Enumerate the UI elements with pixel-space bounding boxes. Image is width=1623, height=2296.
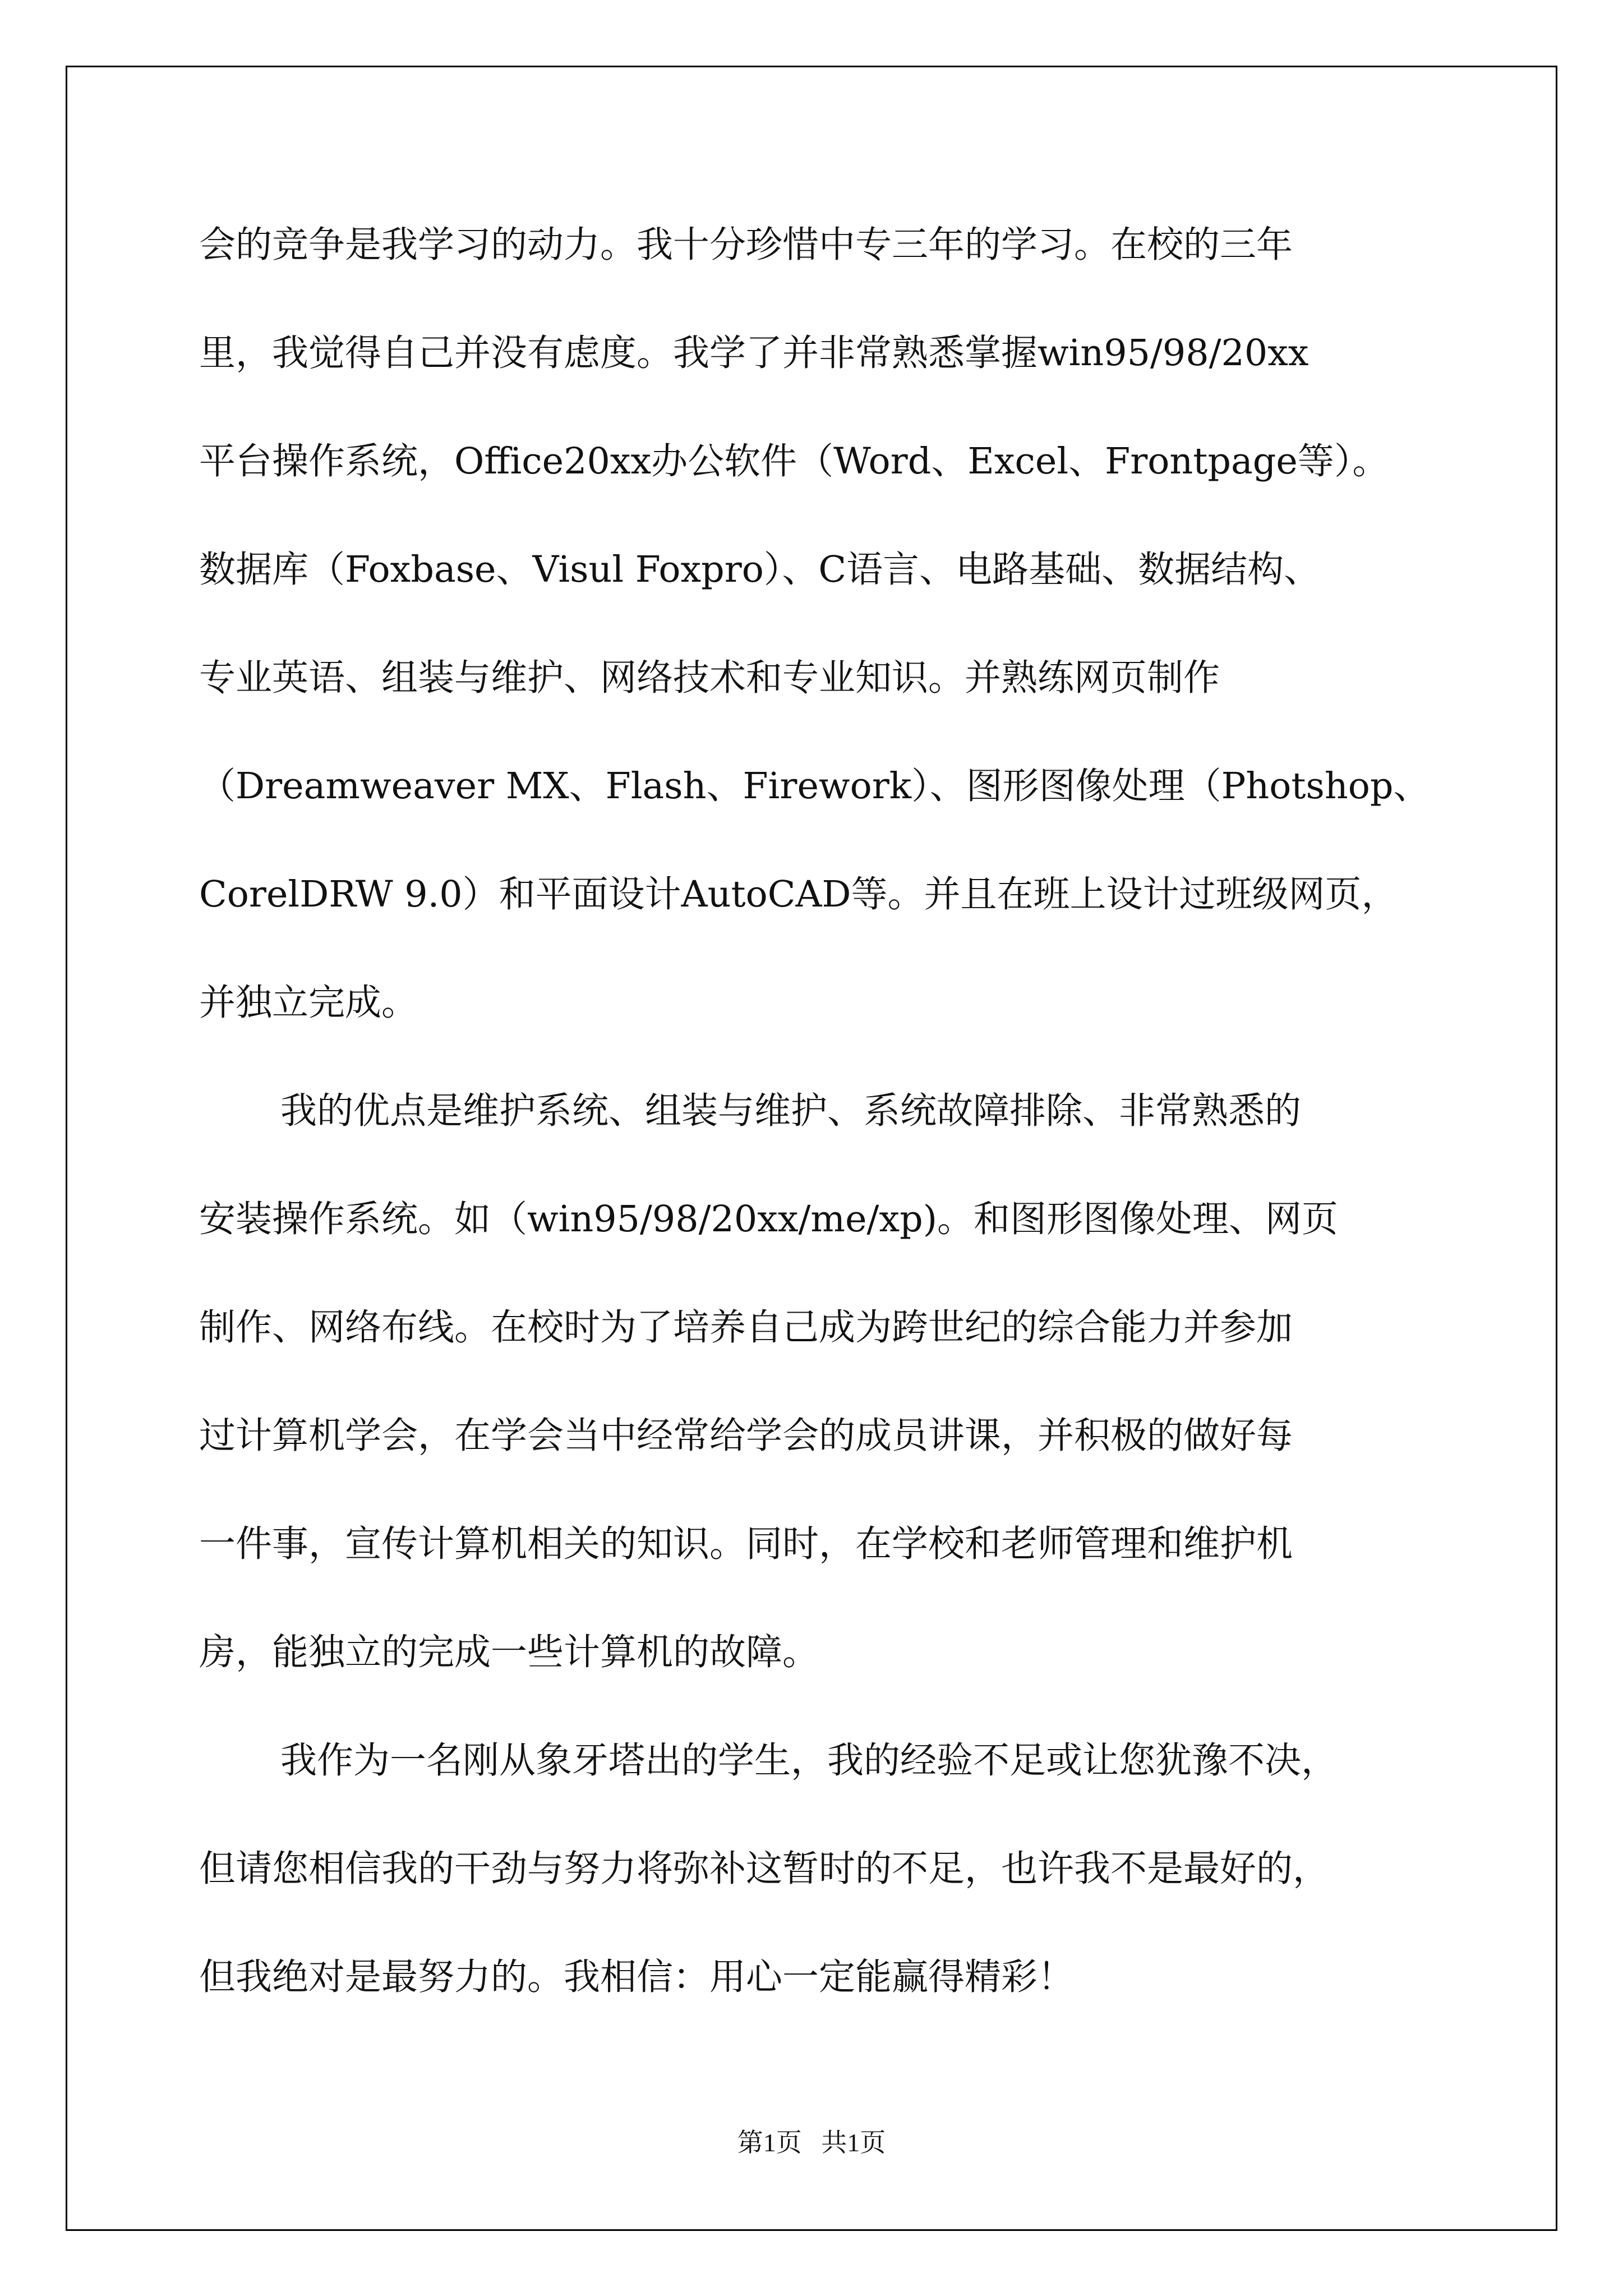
body-text-line: CorelDRW 9.0）和平面设计AutoCAD等。并且在班上设计过班级网页， — [199, 873, 1398, 915]
body-text-line: 数据库（Foxbase、Visul Foxpro）、C语言、电路基础、数据结构、 — [199, 549, 1321, 591]
paragraph-first-line: 我的优点是维护系统、组装与维护、系统故障排除、非常熟悉的 — [280, 1090, 1302, 1132]
body-text-line: 里，我觉得自己并没有虑度。我学了并非常熟悉掌握win95/98/20xx — [199, 332, 1309, 374]
body-text-line: 过计算机学会，在学会当中经常给学会的成员讲课，并积极的做好每 — [199, 1415, 1293, 1457]
page-number-footer: 第1页 共1页 — [737, 2128, 886, 2157]
body-text-line: 但请您相信我的干劲与努力将弥补这暂时的不足，也许我不是最好的， — [199, 1848, 1330, 1890]
body-text-line: 但我绝对是最努力的。我相信：用心一定能赢得精彩！ — [199, 1956, 1075, 1998]
body-text-line: 一件事，宣传计算机相关的知识。同时，在学校和老师管理和维护机 — [199, 1523, 1293, 1565]
page-border — [66, 66, 1557, 2231]
body-text-line: 会的竞争是我学习的动力。我十分珍惜中专三年的学习。在校的三年 — [199, 224, 1293, 266]
body-text-line: 制作、网络布线。在校时为了培养自己成为跨世纪的综合能力并参加 — [199, 1306, 1293, 1349]
body-text-line: 并独立完成。 — [199, 982, 418, 1024]
body-text-line: 专业英语、组装与维护、网络技术和专业知识。并熟练网页制作 — [199, 657, 1220, 699]
body-text-line: 平台操作系统，Office20xx办公软件（Word、Excel、Frontpage等）。 — [199, 440, 1389, 482]
body-text-line: 安装操作系统。如（win95/98/20xx/me/xp)。和图形图像处理、网页 — [199, 1198, 1339, 1240]
body-text-line: （Dreamweaver MX、Flash、Firework）、图形图像处理（Photshop、 — [199, 765, 1430, 807]
body-text-line: 房，能独立的完成一些计算机的故障。 — [199, 1631, 819, 1673]
paragraph-first-line: 我作为一名刚从象牙塔出的学生，我的经验不足或让您犹豫不决， — [280, 1740, 1338, 1782]
